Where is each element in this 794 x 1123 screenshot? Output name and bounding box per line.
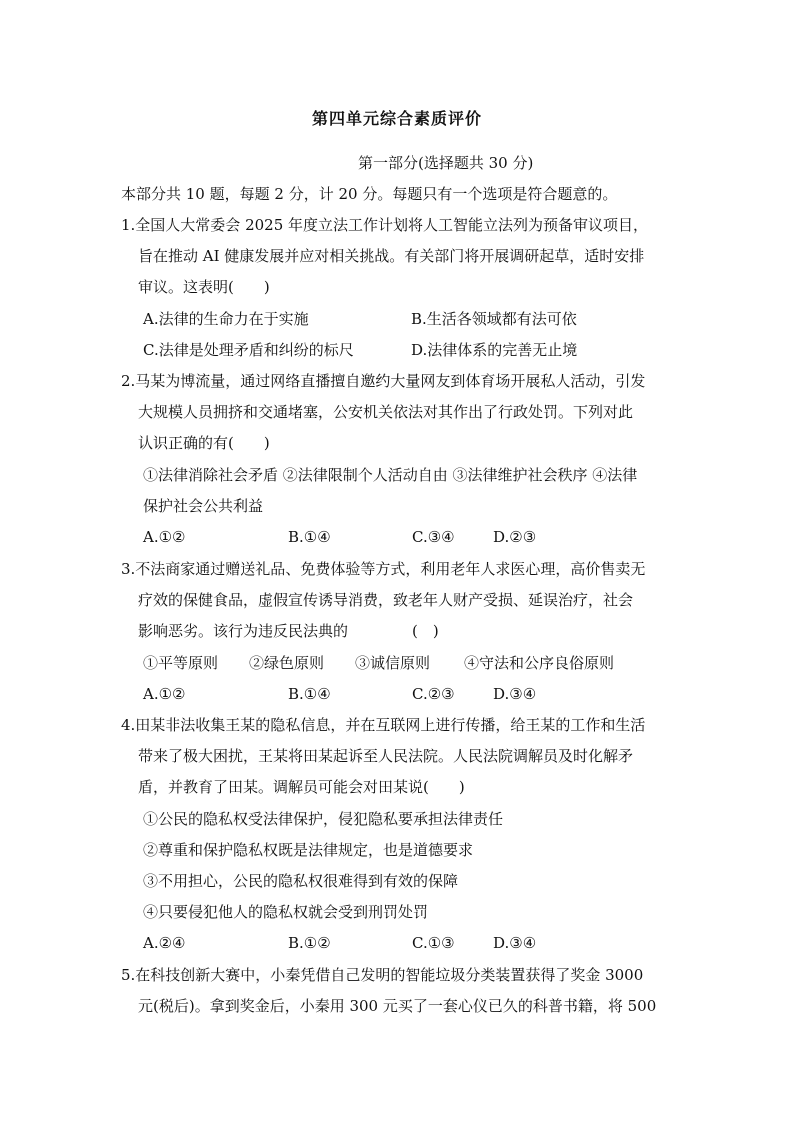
option-a[interactable]: A.①②	[143, 528, 186, 546]
statement-3: ③诚信原则	[355, 654, 431, 672]
statement-line: 保护社会公共利益	[143, 497, 264, 515]
question-text: 3.不法商家通过赠送礼品、免费体验等方式，利用老年人求医心理，高价售卖无	[121, 560, 646, 578]
question-text: 2.马某为博流量，通过网络直播擅自邀约大量网友到体育场开展私人活动，引发	[121, 372, 646, 390]
option-b[interactable]: B.①④	[288, 685, 331, 703]
option-c[interactable]: C.②③	[412, 685, 455, 703]
option-a[interactable]: A.法律的生命力在于实施	[143, 310, 309, 328]
option-b[interactable]: B.①②	[288, 934, 331, 952]
option-c[interactable]: C.③④	[412, 528, 455, 546]
statement-4: ④守法和公序良俗原则	[464, 654, 615, 672]
page-title: 第四单元综合素质评价	[311, 109, 482, 128]
question-text: 带来了极大困扰，王某将田某起诉至人民法院。人民法院调解员及时化解矛	[138, 747, 634, 765]
question-text: 认识正确的有( )	[138, 434, 270, 452]
option-d[interactable]: D.③④	[493, 685, 537, 703]
option-d[interactable]: D.③④	[493, 934, 537, 952]
option-c[interactable]: C.法律是处理矛盾和纠纷的标尺	[143, 341, 354, 359]
instruction-text: 本部分共 10 题，每题 2 分，计 20 分。每题只有一个选项是符合题意的。	[121, 185, 618, 203]
section-heading: 第一部分(选择题共 30 分)	[358, 154, 534, 172]
option-d[interactable]: D.法律体系的完善无止境	[411, 341, 578, 359]
question-text: 4.田某非法收集王某的隐私信息，并在互联网上进行传播，给王某的工作和生活	[121, 716, 646, 734]
question-text: 5.在科技创新大赛中，小秦凭借自己发明的智能垃圾分类装置获得了奖金 3000	[121, 966, 644, 984]
question-text: 旨在推动 AI 健康发展并应对相关挑战。有关部门将开展调研起草，适时安排	[138, 247, 645, 265]
statement-1: ①平等原则	[143, 654, 219, 672]
question-text: 1.全国人大常委会 2025 年度立法工作计划将人工智能立法列为预备审议项目，	[121, 216, 649, 234]
option-d[interactable]: D.②③	[493, 528, 537, 546]
question-text: 审议。这表明( )	[138, 278, 270, 296]
statement-line: ②尊重和保护隐私权既是法律规定，也是道德要求	[143, 841, 474, 859]
statement-line: ①公民的隐私权受法律保护，侵犯隐私要承担法律责任	[143, 810, 504, 828]
question-text: 疗效的保健食品，虚假宣传诱导消费，致老年人财产受损、延误治疗，社会	[138, 591, 634, 609]
question-text: 影响恶劣。该行为违反民法典的	[138, 622, 349, 640]
option-a[interactable]: A.②④	[143, 934, 186, 952]
statement-line: ③不用担心，公民的隐私权很难得到有效的保障	[143, 872, 459, 890]
option-c[interactable]: C.①③	[412, 934, 455, 952]
statement-line: ①法律消除社会矛盾 ②法律限制个人活动自由 ③法律维护社会秩序 ④法律	[143, 466, 638, 484]
statement-line: ④只要侵犯他人的隐私权就会受到刑罚处罚	[143, 903, 429, 921]
option-b[interactable]: B.生活各领域都有法可依	[411, 310, 577, 328]
question-text: 元(税后)。拿到奖金后，小秦用 300 元买了一套心仪已久的科普书籍，将 500	[138, 997, 657, 1015]
answer-blank: ( )	[412, 622, 439, 640]
option-b[interactable]: B.①④	[288, 528, 331, 546]
option-a[interactable]: A.①②	[143, 685, 186, 703]
question-text: 盾，并教育了田某。调解员可能会对田某说( )	[138, 778, 465, 796]
statement-2: ②绿色原则	[249, 654, 325, 672]
question-text: 大规模人员拥挤和交通堵塞，公安机关依法对其作出了行政处罚。下列对此	[138, 403, 634, 421]
